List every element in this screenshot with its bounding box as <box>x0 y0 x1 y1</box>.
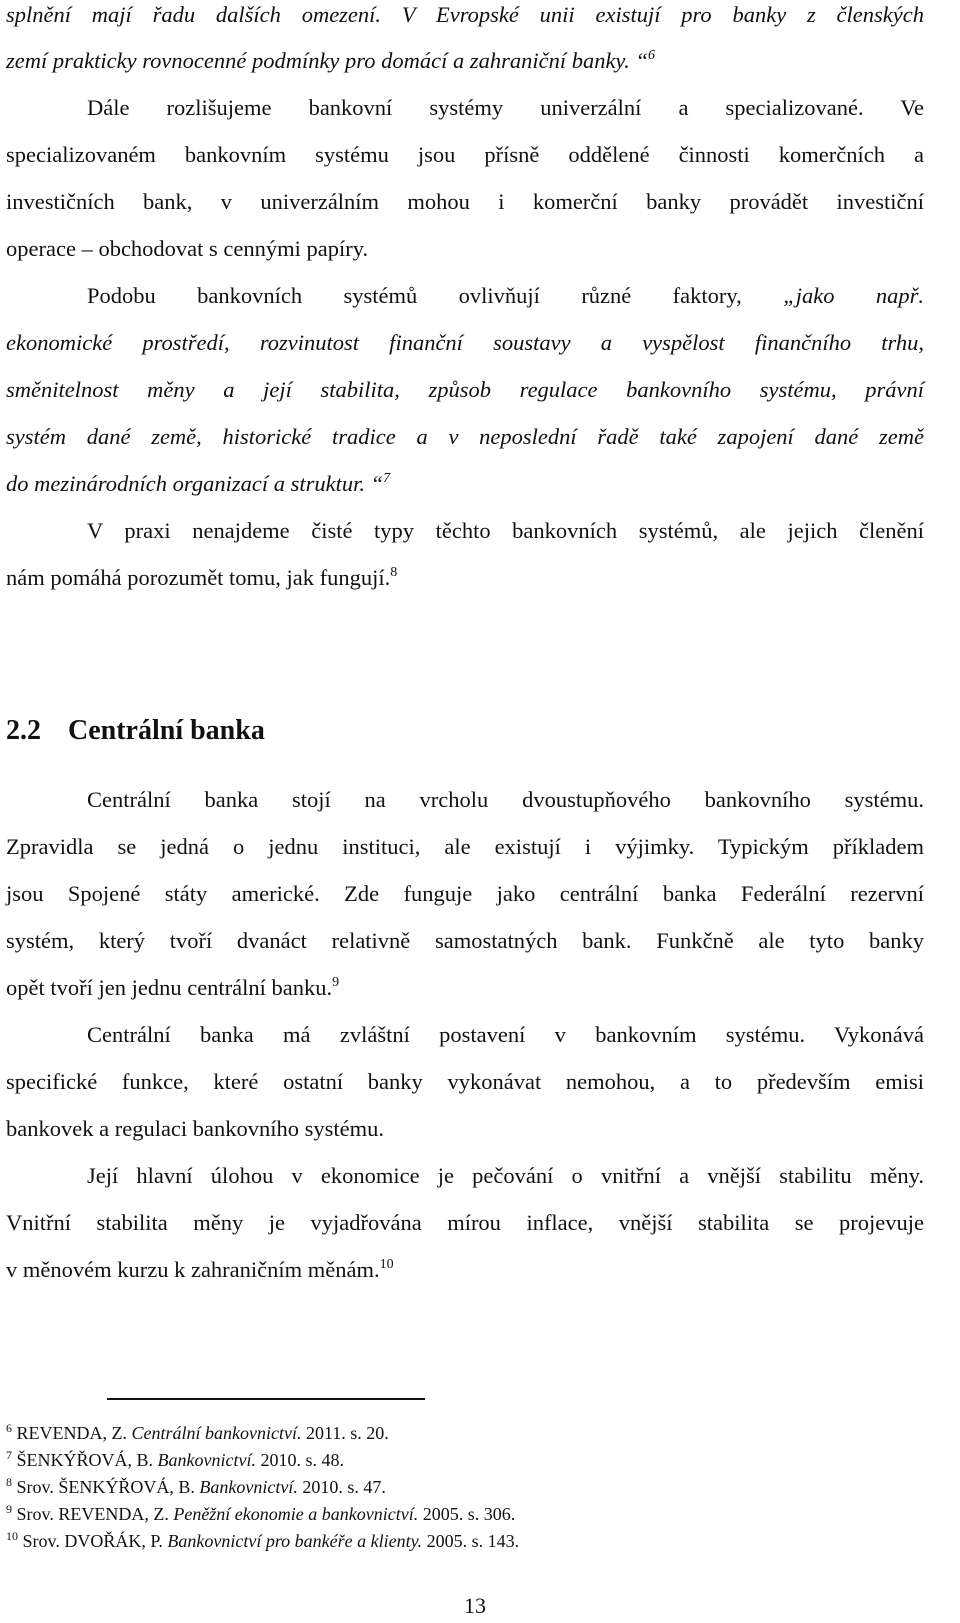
body-line: jsou Spojené státy americké. Zde funguje jako centrální banka Federální rezervní <box>6 881 924 906</box>
footnote-number: 7 <box>6 1448 12 1462</box>
footnote-text: ŠENKÝŘOVÁ, B. <box>16 1450 158 1470</box>
footnote-text: REVENDA, Z. <box>16 1423 132 1443</box>
body-line <box>6 563 924 593</box>
footnote-number: 6 <box>6 1421 12 1435</box>
footnote <box>6 1476 386 1498</box>
body-line <box>6 46 924 76</box>
body-line: směnitelnost měny a její stabilita, způsob regulace bankovního systému, právní <box>6 377 924 402</box>
body-text-italic: „jako např. <box>783 283 924 308</box>
body-line <box>6 1255 924 1285</box>
body-line: splnění mají řadu dalších omezení. V Evropské unii existují pro banky z členských <box>6 2 924 27</box>
closing-quote: “ <box>364 471 384 496</box>
body-line: specifické funkce, které ostatní banky vykonávat nemohou, a to především emisi <box>6 1069 924 1094</box>
body-line <box>87 281 924 311</box>
footnote-text: 2005. s. 306. <box>418 1504 516 1524</box>
footnote-title: Centrální bankovnictví. <box>131 1423 302 1443</box>
body-text: opět tvoří jen jednu centrální banku. <box>6 975 333 1000</box>
footnote-text: 2011. s. 20. <box>301 1423 389 1443</box>
body-line <box>6 469 924 499</box>
body-line: Její hlavní úlohou v ekonomice je pečování o vnitřní a vnější stabilitu měny. <box>87 1163 924 1188</box>
body-line: Zpravidla se jedná o jednu instituci, ale existují i výjimky. Typickým příkladem <box>6 834 924 859</box>
section-title: Centrální banka <box>68 715 265 746</box>
footnote-ref: 7 <box>383 471 391 486</box>
body-text: v měnovém kurzu k zahraničním měnám. <box>6 1257 380 1282</box>
section-heading <box>6 714 265 748</box>
body-text: do mezinárodních organizací a struktur. <box>6 471 365 496</box>
body-line: Vnitřní stabilita měny je vyjadřována mírou inflace, vnější stabilita se projevuje <box>6 1210 924 1235</box>
footnote-text: 2010. s. 48. <box>255 1450 344 1470</box>
closing-quote: “ <box>629 48 648 73</box>
footnote-text: 2010. s. 47. <box>297 1477 386 1497</box>
footnote <box>6 1422 389 1444</box>
body-line <box>6 973 924 1003</box>
body-line: systém, který tvoří dvanáct relativně samostatných bank. Funkčně ale tyto banky <box>6 928 924 953</box>
footnote-text: Srov. REVENDA, Z. <box>16 1504 174 1524</box>
body-line: ekonomické prostředí, rozvinutost finanční soustavy a vyspělost finančního trhu, <box>6 330 924 355</box>
footnote-number: 10 <box>6 1529 18 1543</box>
body-line: Dále rozlišujeme bankovní systémy univerzální a specializované. Ve <box>87 95 924 120</box>
footnote-separator <box>107 1398 425 1400</box>
body-line: systém dané země, historické tradice a v neposlední řadě také zapojení dané země <box>6 424 924 449</box>
footnote-number: 9 <box>6 1502 12 1516</box>
body-text: zemí prakticky rovnocenné podmínky pro domácí a zahraniční banky. <box>6 48 630 73</box>
footnote-title: Bankovnictví pro bankéře a klienty. <box>167 1531 423 1551</box>
body-line: Centrální banka má zvláštní postavení v bankovním systému. Vykonává <box>87 1022 924 1047</box>
footnote-number: 8 <box>6 1475 12 1489</box>
body-line: V praxi nenajdeme čisté typy těchto bankovních systémů, ale jejich členění <box>87 518 924 543</box>
footnote-ref: 10 <box>379 1257 394 1272</box>
footnote-text: Srov. ŠENKÝŘOVÁ, B. <box>16 1477 200 1497</box>
body-line: bankovek a regulaci bankovního systému. <box>6 1116 385 1141</box>
body-text: Podobu bankovních systémů ovlivňují různé faktory, <box>87 283 784 308</box>
body-text: nám pomáhá porozumět tomu, jak fungují. <box>6 565 391 590</box>
footnote-ref: 9 <box>332 975 340 990</box>
footnote-text: 2005. s. 143. <box>422 1531 520 1551</box>
body-line: Centrální banka stojí na vrcholu dvoustupňového bankovního systému. <box>87 787 924 812</box>
footnote-title: Bankovnictví. <box>157 1450 256 1470</box>
footnote-ref: 8 <box>390 565 398 580</box>
footnote <box>6 1449 344 1471</box>
footnote <box>6 1503 515 1525</box>
footnote-ref: 6 <box>647 48 655 63</box>
section-number: 2.2 <box>6 715 41 746</box>
page-number: 13 <box>464 1593 486 1618</box>
footnote-title: Bankovnictví. <box>199 1477 298 1497</box>
footnote-title: Peněžní ekonomie a bankovnictví. <box>173 1504 419 1524</box>
body-line: operace – obchodovat s cennými papíry. <box>6 236 369 261</box>
body-line: specializovaném bankovním systému jsou přísně oddělené činnosti komerčních a <box>6 142 924 167</box>
footnote <box>6 1530 519 1552</box>
body-line: investičních bank, v univerzálním mohou i komerční banky provádět investiční <box>6 189 924 214</box>
footnote-text: Srov. DVOŘÁK, P. <box>22 1531 168 1551</box>
